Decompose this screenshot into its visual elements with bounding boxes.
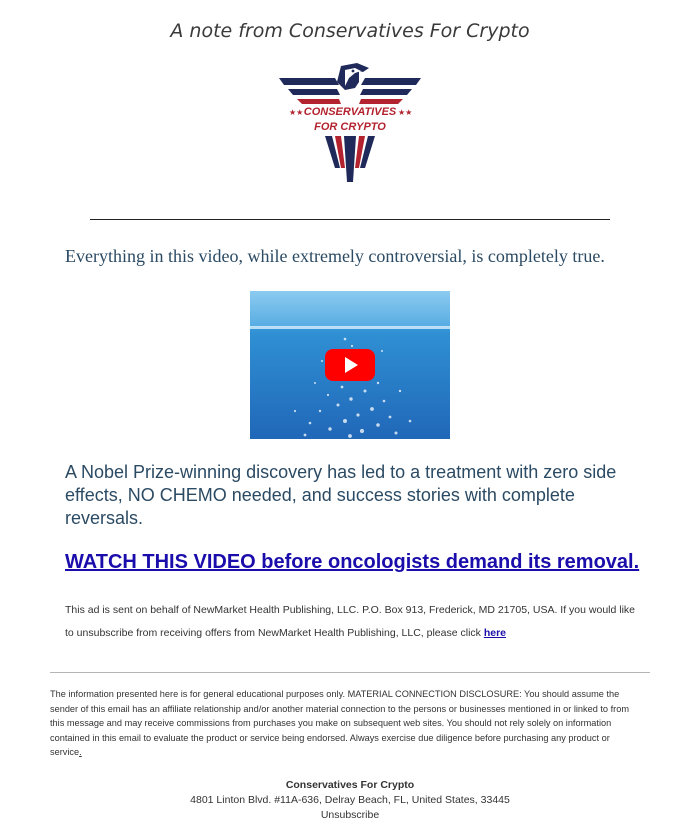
unsubscribe-link[interactable]: Unsubscribe	[320, 809, 380, 821]
logo-line-1: CONSERVATIVES	[303, 106, 397, 118]
sender-note-text: This ad is sent on behalf of NewMarket Health Publishing, LLC. P.O. Box 913, Frederick, MD 21705, USA. If you would like to unsubscribe from receiving offers from NewMarket Health Publishing, LLC, please click	[65, 604, 636, 639]
footer-company: Conservatives For Crypto	[285, 779, 415, 791]
footer-address: 4801 Linton Blvd. #11A-636, Delray Beach, FL, United States, 33445	[190, 794, 510, 806]
brand-logo	[275, 58, 425, 183]
watch-video-link[interactable]: WATCH THIS VIDEO before oncologists demand its removal.	[65, 551, 640, 573]
sender-note	[65, 599, 640, 645]
intro-text: Everything in this video, while extremely controversial, is completely true.	[65, 246, 605, 266]
disclosure-divider	[50, 672, 650, 673]
logo-line-2: FOR CRYPTO	[314, 121, 386, 133]
play-icon[interactable]	[325, 349, 375, 381]
disclosure-text	[50, 687, 630, 760]
header-divider	[90, 219, 610, 220]
video-thumbnail[interactable]	[250, 291, 450, 439]
header-note: A note from Conservatives For Crypto	[170, 20, 530, 42]
footer	[0, 778, 700, 823]
unsubscribe-here-link[interactable]: here	[483, 627, 507, 639]
svg-text:★★: ★★	[289, 108, 304, 117]
pitch-text: A Nobel Prize-winning discovery has led to a treatment with zero side effects, NO CHEMO needed, and success stories with complete reversals.	[65, 462, 617, 528]
svg-text:★★: ★★	[398, 108, 413, 117]
disclosure-body: The information presented here is for general educational purposes only. MATERIAL CONNECTION DISCLOSURE: You should assume the sender of this email has an affiliate relationship and/or another material connection to the persons or businesses mentioned in or linked to from this message and may receive commissions from purchases you make on subsequent web sites. You should not rely solely on information contained in this email to evaluate the product or service being endorsed. Always exercise due diligence before purchasing any product or service	[50, 689, 629, 757]
disclosure-link[interactable]: .	[79, 747, 82, 757]
